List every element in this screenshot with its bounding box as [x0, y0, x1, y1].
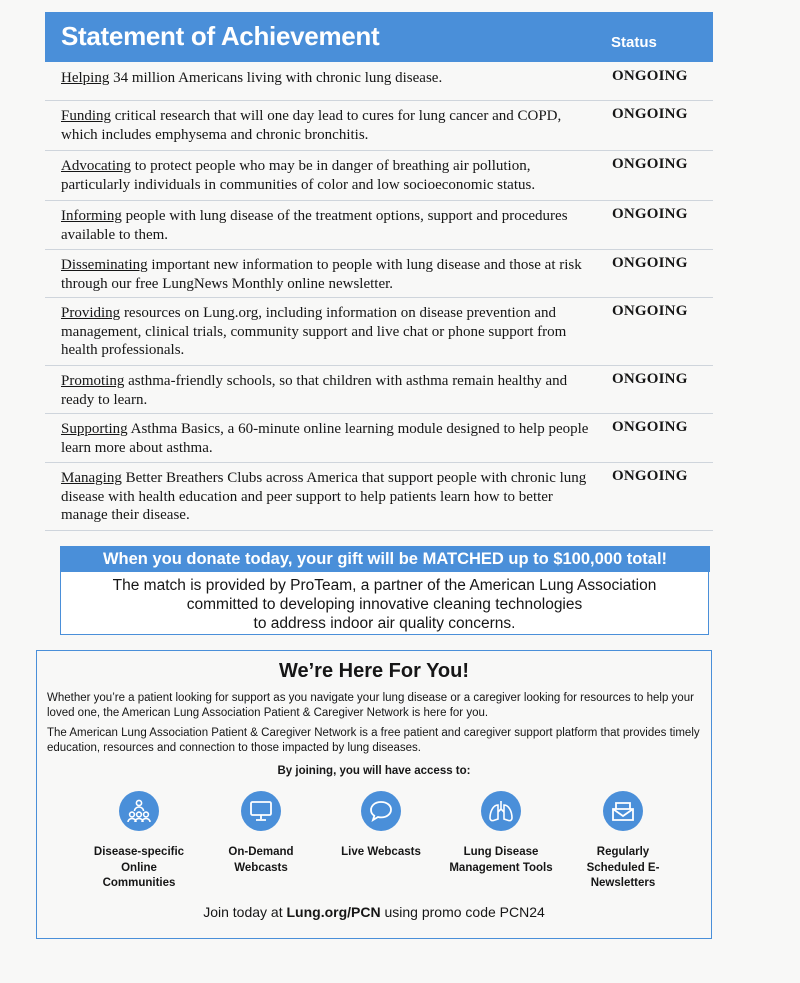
achievement-text: Asthma Basics, a 60-minute online learning module designed to help people learn more about asthma. — [61, 421, 589, 456]
achievement-row — [45, 365, 713, 414]
achievement-description — [61, 420, 591, 457]
achievement-status: ONGOING — [612, 206, 688, 222]
achievement-description — [61, 469, 591, 525]
achievement-row — [45, 200, 713, 250]
feature-live-webcasts — [326, 791, 436, 861]
achievement-verb: Advocating — [61, 158, 131, 174]
achievement-row — [45, 150, 713, 201]
achievement-verb: Informing — [61, 208, 122, 224]
match-line: to address indoor air quality concerns. — [253, 615, 516, 632]
achievement-verb: Supporting — [61, 421, 128, 437]
achievement-row — [45, 462, 713, 531]
statement-title: Statement of Achievement — [61, 21, 380, 51]
achievement-status: ONGOING — [612, 468, 688, 484]
chat-bubble-icon — [361, 791, 401, 831]
achievement-status: ONGOING — [612, 371, 688, 387]
lungs-icon — [481, 791, 521, 831]
network-link[interactable]: Lung.org/PCN — [286, 904, 381, 920]
achievement-text: to protect people who may be in danger of breathing air pollution, particularly individuals in communities of color and low socioeconomic status. — [61, 158, 536, 193]
achievement-description — [61, 207, 591, 244]
achievement-description — [61, 69, 591, 88]
achievement-row — [45, 100, 713, 151]
achievement-status: ONGOING — [612, 255, 688, 271]
patient-caregiver-network-box — [36, 650, 712, 939]
achievement-description — [61, 256, 591, 293]
achievement-text: important new information to people with lung disease and those at risk through our free LungNews Monthly online newsletter. — [61, 257, 582, 292]
community-icon — [119, 791, 159, 831]
network-intro: Whether you’re a patient looking for support as you navigate your lung disease or a caregiver looking for resources to help your loved one, the American Lung Association Patient & Caregiver Network is here for you. — [47, 692, 694, 719]
achievement-status: ONGOING — [612, 419, 688, 435]
achievement-verb: Helping — [61, 70, 110, 86]
achievement-row — [45, 62, 713, 101]
envelope-icon — [603, 791, 643, 831]
achievement-text: people with lung disease of the treatment options, support and procedures available to them. — [61, 208, 568, 243]
achievement-status: ONGOING — [612, 156, 688, 172]
match-line: committed to developing innovative cleaning technologies — [186, 596, 583, 613]
achievement-header — [45, 12, 713, 62]
achievement-verb: Funding — [61, 108, 112, 124]
cta-suffix: using promo code PCN24 — [380, 904, 545, 920]
achievement-status: ONGOING — [612, 68, 688, 84]
feature-label: Live Webcasts — [341, 846, 421, 858]
status-column-header: Status — [611, 34, 657, 51]
achievement-verb: Managing — [61, 470, 122, 486]
feature-communities — [84, 791, 194, 892]
cta-prefix: Join today at — [203, 904, 287, 920]
feature-e-newsletters — [568, 791, 678, 892]
access-heading: By joining, you will have access to: — [277, 765, 471, 777]
network-description: The American Lung Association Patient & Caregiver Network is a free patient and caregiver support platform that provides timely education, resources and connection to those impacted by lung diseases. — [47, 727, 700, 754]
achievement-text: critical research that will one day lead to cures for lung cancer and COPD, which includes emphysema and chronic bronchitis. — [61, 108, 562, 143]
monitor-icon — [241, 791, 281, 831]
achievement-status: ONGOING — [612, 303, 688, 319]
join-call-to-action — [37, 904, 711, 920]
match-details — [60, 572, 709, 635]
achievement-description — [61, 304, 591, 360]
achievement-text: 34 million Americans living with chronic lung disease. — [109, 70, 443, 86]
achievement-description — [61, 157, 591, 194]
feature-label: Lung Disease Management Tools — [449, 846, 553, 874]
achievement-verb: Providing — [61, 305, 121, 321]
feature-label: Regularly Scheduled E-Newsletters — [586, 846, 660, 889]
achievement-text: Better Breathers Clubs across America that support people with chronic lung disease with health education and peer support to help patients learn how to better manage their disease. — [61, 470, 587, 523]
achievement-row — [45, 297, 713, 366]
feature-label: Disease-specific Online Communities — [93, 846, 185, 889]
achievement-row — [45, 249, 713, 298]
network-heading: We’re Here For You! — [278, 660, 470, 682]
feature-on-demand-webcasts — [206, 791, 316, 876]
achievement-verb: Promoting — [61, 373, 125, 389]
achievement-row — [45, 413, 713, 463]
achievement-description — [61, 107, 591, 144]
match-line: The match is provided by ProTeam, a partner of the American Lung Association — [112, 577, 657, 594]
match-banner: When you donate today, your gift will be MATCHED up to $100,000 total! — [60, 546, 710, 572]
achievement-status: ONGOING — [612, 106, 688, 122]
achievement-text: asthma-friendly schools, so that children with asthma remain healthy and ready to learn. — [61, 373, 568, 408]
feature-management-tools — [446, 791, 556, 876]
achievement-description — [61, 372, 591, 409]
achievement-verb: Disseminating — [61, 257, 148, 273]
achievement-text: resources on Lung.org, including information on disease prevention and management, clinical trials, community support and live chat or phone support from health professionals. — [61, 305, 567, 358]
feature-label: On-Demand Webcasts — [228, 846, 294, 874]
